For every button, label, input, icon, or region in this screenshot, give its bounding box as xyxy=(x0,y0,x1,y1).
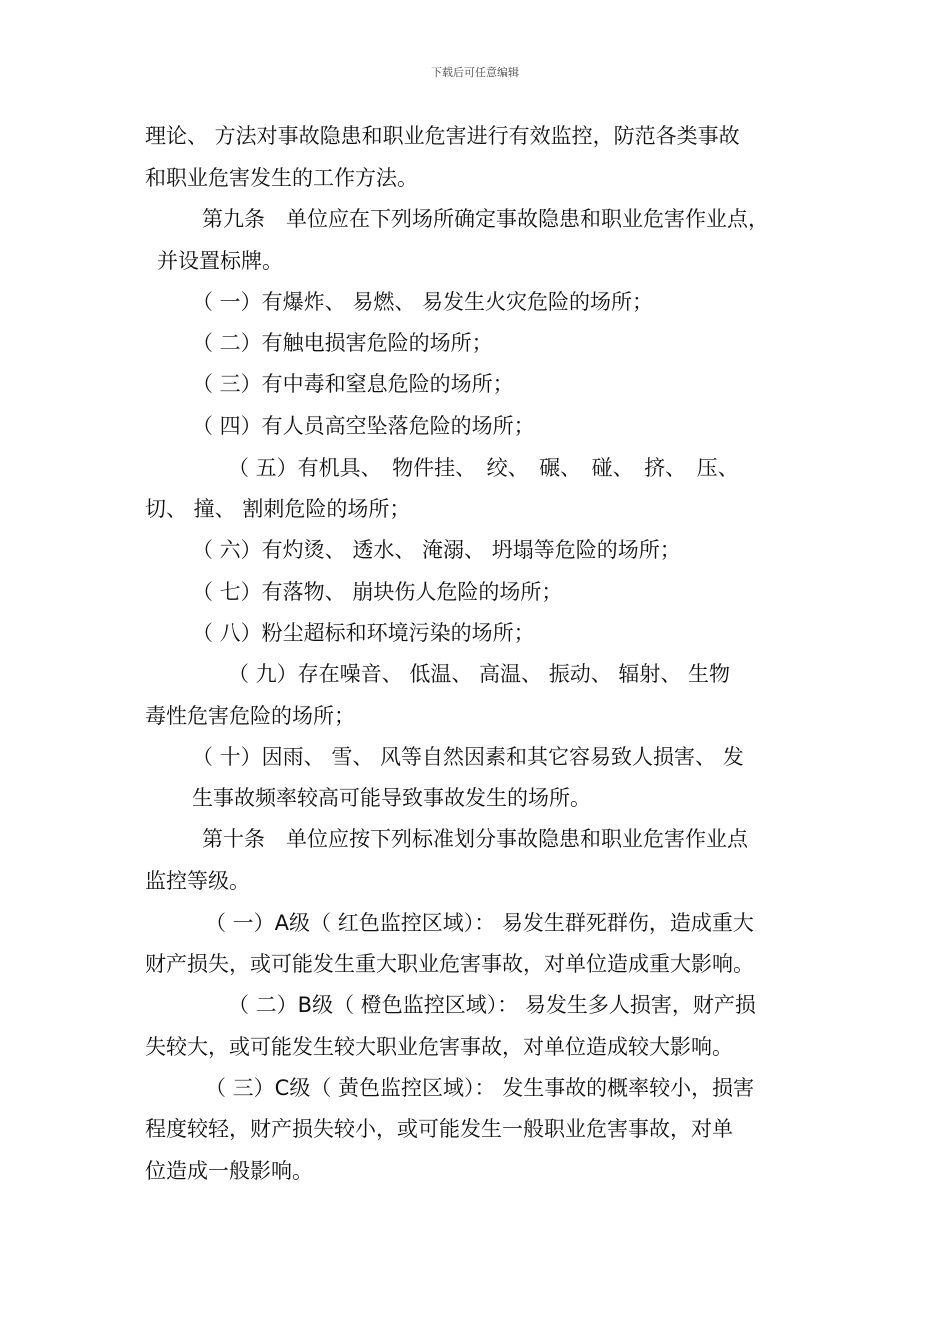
page-header: 下载后可任意编辑 xyxy=(431,66,519,79)
list-item-continued: 毒性危害危险的场所； xyxy=(145,704,355,728)
list-item: （ 八）粉尘超标和环境污染的场所； xyxy=(192,621,535,645)
list-item: （ 一）A级（ 红色监控区域）： 易发生群死群伤，造成重大 xyxy=(205,911,754,935)
list-item: （ 三）C级（ 黄色监控区域）： 发生事故的概率较小，损害 xyxy=(205,1076,755,1100)
list-item: （ 五）有机具、 物件挂、 绞、 碾、 碰、 挤、 压、 xyxy=(228,456,739,480)
list-item: （ 七）有落物、 崩块伤人危险的场所； xyxy=(192,580,563,604)
body-line: 并设置标牌。 xyxy=(157,249,283,273)
body-line: 和职业危害发生的工作方法。 xyxy=(145,166,418,190)
list-item-continued: 生事故频率较高可能导致事故发生的场所。 xyxy=(192,786,591,810)
list-item-continued: 程度较轻，财产损失较小，或可能发生一般职业危害事故，对单 xyxy=(145,1117,733,1141)
list-item: （ 十）因雨、 雪、 风等自然因素和其它容易致人损害、 发 xyxy=(192,745,744,769)
list-item: （ 三）有中毒和窒息危险的场所； xyxy=(192,372,514,396)
list-item: （ 二）B级（ 橙色监控区域）： 易发生多人损害，财产损 xyxy=(228,993,756,1017)
article-10-line: 第十条 单位应按下列标准划分事故隐患和职业危害作业点 xyxy=(202,827,748,851)
list-item: （ 六）有灼烫、 透水、 淹溺、 坍塌等危险的场所； xyxy=(192,538,681,562)
list-item-continued: 切、 撞、 割刺危险的场所； xyxy=(145,497,411,521)
body-line: 理论、 方法对事故隐患和职业危害进行有效监控，防范各类事故 xyxy=(145,124,740,148)
list-item: （ 九）存在噪音、 低温、 高温、 振动、 辐射、 生物 xyxy=(228,662,731,686)
article-9-line: 第九条 单位应在下列场所确定事故隐患和职业危害作业点， xyxy=(202,207,769,231)
body-line: 监控等级。 xyxy=(145,869,250,893)
list-item: （ 四）有人员高空坠落危险的场所； xyxy=(192,414,535,438)
list-item: （ 一）有爆炸、 易燃、 易发生火灾危险的场所； xyxy=(192,290,654,314)
list-item-continued: 位造成一般影响。 xyxy=(145,1159,313,1183)
list-item-continued: 财产损失，或可能发生重大职业危害事故，对单位造成重大影响。 xyxy=(145,952,754,976)
list-item-continued: 失较大，或可能发生较大职业危害事故，对单位造成较大影响。 xyxy=(145,1035,733,1059)
list-item: （ 二）有触电损害危险的场所； xyxy=(192,331,493,355)
